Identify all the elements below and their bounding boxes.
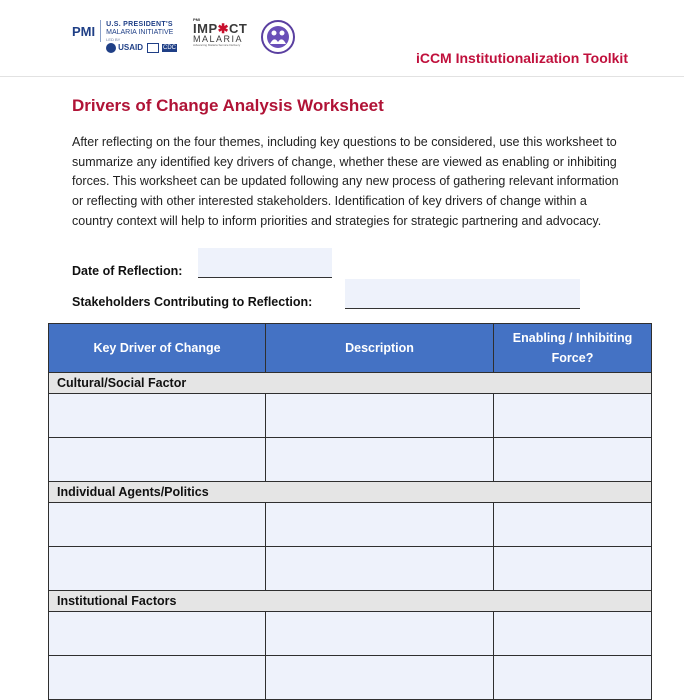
usaid-label: USAID — [118, 43, 144, 52]
drivers-table — [48, 323, 652, 700]
stakeholders-input[interactable] — [345, 279, 580, 309]
section-row-cultural — [49, 373, 652, 394]
description-cell[interactable] — [266, 394, 494, 438]
header-force-label: Enabling / Inhibiting Force? — [512, 331, 633, 365]
impact-right: CT — [229, 21, 248, 36]
pmi-divider — [100, 20, 101, 42]
description-cell[interactable] — [266, 656, 494, 700]
stakeholders-label: Stakeholders Contributing to Reflection: — [72, 295, 313, 309]
impact-top-label: PMI — [193, 17, 201, 22]
table-row — [49, 438, 652, 482]
description-cell[interactable] — [266, 547, 494, 591]
community-health-seal-icon — [261, 20, 295, 54]
key-driver-cell[interactable] — [49, 438, 266, 482]
description-cell[interactable] — [266, 503, 494, 547]
key-driver-cell[interactable] — [49, 503, 266, 547]
description-cell[interactable] — [266, 438, 494, 482]
intro-paragraph: After reflecting on the four themes, including key questions to be considered, use this worksheet to summarize any identified key drivers of change, whether these are viewed as enabling or inhibiting forces. This worksheet can be updated following any new process of gathering relevant information or reflecting with other interested stakeholders. Identification of key drivers of change within a country context will help to inform priorities and strategies for strategic partnering and advocacy. — [72, 135, 619, 228]
page-title: Drivers of Change Analysis Worksheet — [72, 96, 384, 115]
pmi-text — [106, 21, 177, 53]
pmi-abbrev: PMI — [72, 24, 96, 39]
pmi-line3: LED BY — [106, 37, 121, 42]
pmi-line1: U.S. PRESIDENT'S — [106, 21, 173, 28]
force-cell[interactable] — [494, 394, 652, 438]
impact-star-icon: ✱ — [217, 21, 230, 36]
pmi-line2: MALARIA INITIATIVE — [106, 29, 174, 36]
force-cell[interactable] — [494, 656, 652, 700]
impact-left: IMP — [193, 21, 218, 36]
force-cell[interactable] — [494, 503, 652, 547]
description-cell[interactable] — [266, 612, 494, 656]
table-row — [49, 547, 652, 591]
impact-tagline: Advancing Malaria Service Delivery — [193, 43, 241, 47]
hhs-eagle-icon — [147, 43, 159, 53]
table-row — [49, 503, 652, 547]
table-header-row — [49, 324, 652, 373]
table-row — [49, 394, 652, 438]
toolkit-title: iCCM Institutionalization Toolkit — [415, 50, 628, 66]
key-driver-cell[interactable] — [49, 547, 266, 591]
cdc-logo: CDC — [163, 45, 177, 51]
table-row — [49, 656, 652, 700]
force-cell[interactable] — [494, 612, 652, 656]
impact-malaria-logo — [193, 18, 247, 47]
impact-malaria-label: MALARIA — [193, 34, 244, 44]
date-label: Date of Reflection: — [72, 264, 183, 278]
force-cell[interactable] — [494, 438, 652, 482]
section-title: Individual Agents/Politics — [49, 482, 652, 503]
header-key-driver: Key Driver of Change — [49, 324, 266, 373]
key-driver-cell[interactable] — [49, 656, 266, 700]
header-description: Description — [266, 324, 494, 373]
usaid-row — [106, 43, 177, 53]
usaid-seal-icon — [106, 43, 116, 53]
force-cell[interactable] — [494, 547, 652, 591]
table-row — [49, 612, 652, 656]
section-row-individual — [49, 482, 652, 503]
key-driver-cell[interactable] — [49, 612, 266, 656]
partner-logos — [72, 18, 295, 58]
date-input[interactable] — [198, 248, 332, 278]
header-force — [494, 324, 652, 373]
header-divider — [0, 76, 684, 77]
section-title: Institutional Factors — [49, 591, 652, 612]
pmi-logo — [72, 18, 177, 53]
section-row-institutional — [49, 591, 652, 612]
section-title: Cultural/Social Factor — [49, 373, 652, 394]
key-driver-cell[interactable] — [49, 394, 266, 438]
